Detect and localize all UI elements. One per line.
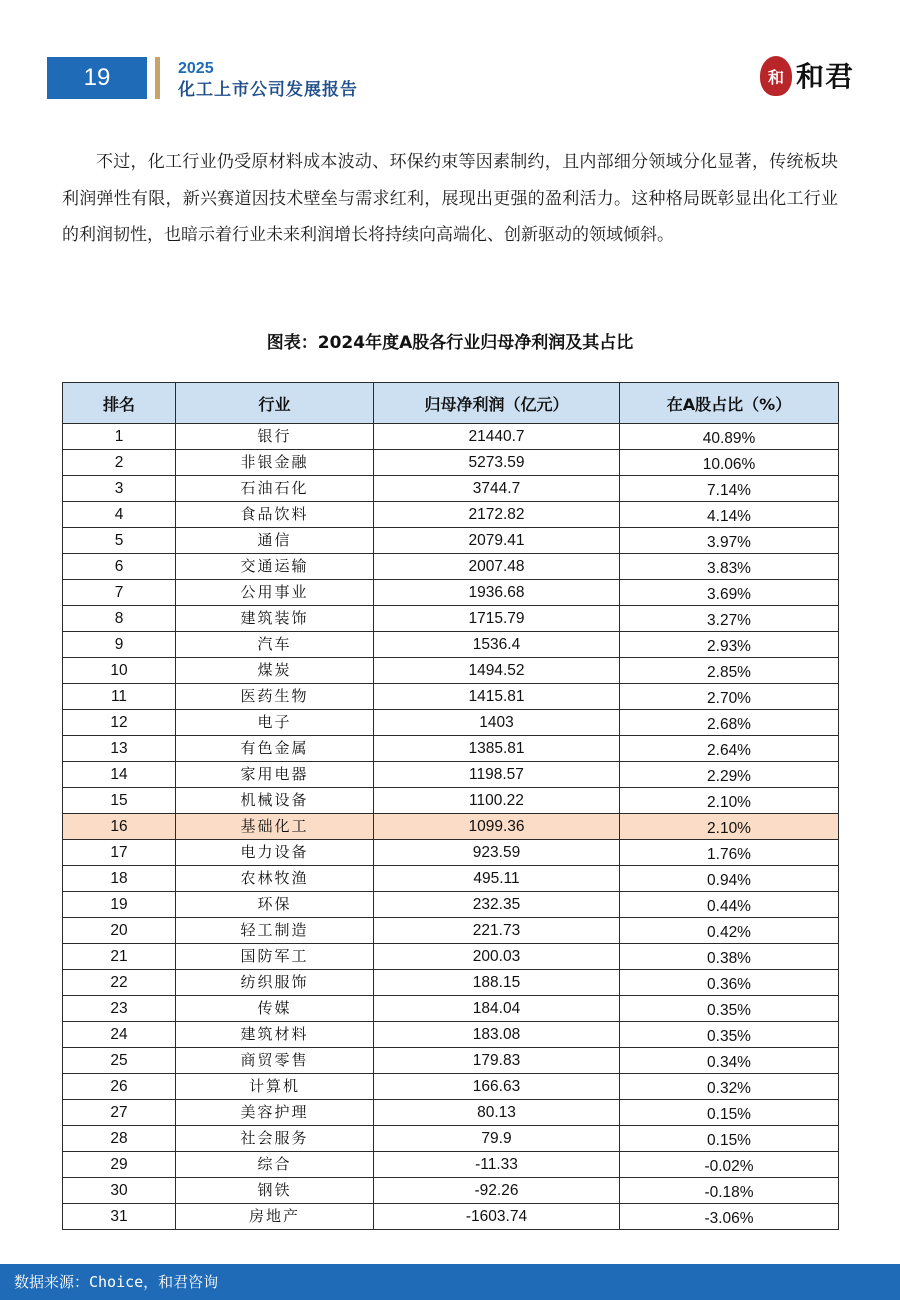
rank-cell: 3 <box>63 476 176 502</box>
data-source: 数据来源：Choice，和君咨询 <box>14 1273 219 1291</box>
table-row <box>63 450 839 476</box>
net-profit-cell: 183.08 <box>374 1022 620 1048</box>
share-cell: 4.14% <box>620 502 839 528</box>
rank-cell: 17 <box>63 840 176 866</box>
net-profit-cell: 21440.7 <box>374 424 620 450</box>
rank-cell: 12 <box>63 710 176 736</box>
net-profit-cell: 221.73 <box>374 918 620 944</box>
column-header-net-profit: 归母净利润（亿元） <box>374 383 620 424</box>
rank-cell: 24 <box>63 1022 176 1048</box>
table-row <box>63 1152 839 1178</box>
net-profit-cell: 179.83 <box>374 1048 620 1074</box>
column-header-rank: 排名 <box>63 383 176 424</box>
table-row <box>63 788 839 814</box>
body-paragraph: 不过，化工行业仍受原材料成本波动、环保约束等因素制约，且内部细分领域分化显著，传统板块利润弹性有限，新兴赛道因技术壁垒与需求红利，展现出更强的盈利活力。这种格局既彰显出化工行业的利润韧性，也暗示着行业未来利润增长将持续向高端化、创新驱动的领域倾斜。 <box>62 152 838 245</box>
net-profit-cell: 166.63 <box>374 1074 620 1100</box>
rank-cell: 29 <box>63 1152 176 1178</box>
industry-profit-table <box>62 382 839 1230</box>
share-cell: 2.64% <box>620 736 839 762</box>
column-header-industry: 行业 <box>176 383 374 424</box>
rank-cell: 6 <box>63 554 176 580</box>
table-row <box>63 736 839 762</box>
share-cell: 40.89% <box>620 424 839 450</box>
share-cell: 10.06% <box>620 450 839 476</box>
rank-cell: 16 <box>63 814 176 840</box>
table-row <box>63 424 839 450</box>
share-cell: 2.68% <box>620 710 839 736</box>
net-profit-cell: 80.13 <box>374 1100 620 1126</box>
page-number-badge <box>47 57 147 99</box>
rank-cell: 28 <box>63 1126 176 1152</box>
table-header-row <box>63 383 839 424</box>
share-cell: 0.38% <box>620 944 839 970</box>
industry-cell: 食品饮料 <box>176 502 374 528</box>
net-profit-cell: 1536.4 <box>374 632 620 658</box>
logo-seal-icon: 和 <box>760 56 792 96</box>
share-cell: 3.27% <box>620 606 839 632</box>
net-profit-cell: 1403 <box>374 710 620 736</box>
net-profit-cell: 1936.68 <box>374 580 620 606</box>
share-cell: 7.14% <box>620 476 839 502</box>
share-cell: 2.93% <box>620 632 839 658</box>
table-row <box>63 710 839 736</box>
industry-cell: 建筑装饰 <box>176 606 374 632</box>
table-row <box>63 476 839 502</box>
industry-cell: 传媒 <box>176 996 374 1022</box>
share-cell: 0.36% <box>620 970 839 996</box>
industry-cell: 石油石化 <box>176 476 374 502</box>
net-profit-cell: -1603.74 <box>374 1204 620 1230</box>
rank-cell: 21 <box>63 944 176 970</box>
share-cell: 2.29% <box>620 762 839 788</box>
net-profit-cell: 79.9 <box>374 1126 620 1152</box>
rank-cell: 8 <box>63 606 176 632</box>
industry-cell: 钢铁 <box>176 1178 374 1204</box>
net-profit-cell: 3744.7 <box>374 476 620 502</box>
rank-cell: 31 <box>63 1204 176 1230</box>
share-cell: 0.32% <box>620 1074 839 1100</box>
rank-cell: 11 <box>63 684 176 710</box>
share-cell: 0.34% <box>620 1048 839 1074</box>
industry-cell: 计算机 <box>176 1074 374 1100</box>
industry-cell: 建筑材料 <box>176 1022 374 1048</box>
rank-cell: 13 <box>63 736 176 762</box>
net-profit-cell: 1415.81 <box>374 684 620 710</box>
net-profit-cell: 188.15 <box>374 970 620 996</box>
industry-cell: 公用事业 <box>176 580 374 606</box>
rank-cell: 30 <box>63 1178 176 1204</box>
industry-cell: 医药生物 <box>176 684 374 710</box>
table-row <box>63 1074 839 1100</box>
net-profit-cell: 1385.81 <box>374 736 620 762</box>
net-profit-cell: 2079.41 <box>374 528 620 554</box>
rank-cell: 10 <box>63 658 176 684</box>
rank-cell: 20 <box>63 918 176 944</box>
net-profit-cell: 1100.22 <box>374 788 620 814</box>
table-row <box>63 554 839 580</box>
share-cell: -0.18% <box>620 1178 839 1204</box>
table-row <box>63 606 839 632</box>
net-profit-cell: -11.33 <box>374 1152 620 1178</box>
net-profit-cell: 232.35 <box>374 892 620 918</box>
net-profit-cell: 1198.57 <box>374 762 620 788</box>
table-row <box>63 632 839 658</box>
industry-cell: 电力设备 <box>176 840 374 866</box>
share-cell: 2.85% <box>620 658 839 684</box>
report-title: 化工上市公司发展报告 <box>178 80 358 100</box>
rank-cell: 26 <box>63 1074 176 1100</box>
rank-cell: 5 <box>63 528 176 554</box>
industry-cell: 银行 <box>176 424 374 450</box>
rank-cell: 18 <box>63 866 176 892</box>
share-cell: 0.15% <box>620 1126 839 1152</box>
table-row <box>63 1022 839 1048</box>
rank-cell: 25 <box>63 1048 176 1074</box>
table-row <box>63 918 839 944</box>
table-row <box>63 840 839 866</box>
share-cell: 2.70% <box>620 684 839 710</box>
share-cell: -0.02% <box>620 1152 839 1178</box>
net-profit-cell: 5273.59 <box>374 450 620 476</box>
table-row <box>63 892 839 918</box>
rank-cell: 7 <box>63 580 176 606</box>
rank-cell: 9 <box>63 632 176 658</box>
industry-cell: 轻工制造 <box>176 918 374 944</box>
rank-cell: 1 <box>63 424 176 450</box>
page-number: 19 <box>83 64 111 91</box>
net-profit-cell: 923.59 <box>374 840 620 866</box>
share-cell: 3.83% <box>620 554 839 580</box>
table-row <box>63 1048 839 1074</box>
rank-cell: 22 <box>63 970 176 996</box>
industry-cell: 环保 <box>176 892 374 918</box>
share-cell: 0.44% <box>620 892 839 918</box>
rank-cell: 23 <box>63 996 176 1022</box>
industry-cell: 非银金融 <box>176 450 374 476</box>
table-row <box>63 658 839 684</box>
share-cell: 3.69% <box>620 580 839 606</box>
share-cell: 2.10% <box>620 814 839 840</box>
report-year: 2025 <box>178 60 214 77</box>
table-row <box>63 944 839 970</box>
table-row <box>63 866 839 892</box>
industry-cell: 国防军工 <box>176 944 374 970</box>
industry-cell: 美容护理 <box>176 1100 374 1126</box>
industry-cell: 纺织服饰 <box>176 970 374 996</box>
industry-cell: 汽车 <box>176 632 374 658</box>
rank-cell: 15 <box>63 788 176 814</box>
share-cell: 0.42% <box>620 918 839 944</box>
table-row <box>63 528 839 554</box>
industry-cell: 有色金属 <box>176 736 374 762</box>
rank-cell: 19 <box>63 892 176 918</box>
industry-cell: 通信 <box>176 528 374 554</box>
column-header-share: 在A股占比（%） <box>620 383 839 424</box>
share-cell: 0.94% <box>620 866 839 892</box>
industry-cell: 机械设备 <box>176 788 374 814</box>
share-cell: 0.15% <box>620 1100 839 1126</box>
rank-cell: 2 <box>63 450 176 476</box>
industry-cell: 电子 <box>176 710 374 736</box>
industry-cell: 家用电器 <box>176 762 374 788</box>
company-logo <box>760 56 868 100</box>
table-row <box>63 970 839 996</box>
header-divider <box>155 57 160 99</box>
table-row <box>63 580 839 606</box>
share-cell: 2.10% <box>620 788 839 814</box>
net-profit-cell: 1494.52 <box>374 658 620 684</box>
net-profit-cell: 1715.79 <box>374 606 620 632</box>
net-profit-cell: 184.04 <box>374 996 620 1022</box>
logo-text: 和君 <box>796 60 855 93</box>
industry-cell: 社会服务 <box>176 1126 374 1152</box>
rank-cell: 4 <box>63 502 176 528</box>
share-cell: 0.35% <box>620 1022 839 1048</box>
footer-bar <box>0 1264 900 1300</box>
share-cell: 0.35% <box>620 996 839 1022</box>
table-row <box>63 1100 839 1126</box>
share-cell: 3.97% <box>620 528 839 554</box>
table-row <box>63 502 839 528</box>
table-row <box>63 1126 839 1152</box>
table-row <box>63 762 839 788</box>
rank-cell: 14 <box>63 762 176 788</box>
industry-cell: 商贸零售 <box>176 1048 374 1074</box>
net-profit-cell: -92.26 <box>374 1178 620 1204</box>
rank-cell: 27 <box>63 1100 176 1126</box>
industry-cell: 房地产 <box>176 1204 374 1230</box>
share-cell: 1.76% <box>620 840 839 866</box>
net-profit-cell: 2007.48 <box>374 554 620 580</box>
industry-cell: 基础化工 <box>176 814 374 840</box>
table-title: 图表：2024年度A股各行业归母净利润及其占比 <box>266 333 634 353</box>
table-row <box>63 996 839 1022</box>
industry-cell: 交通运输 <box>176 554 374 580</box>
industry-cell: 农林牧渔 <box>176 866 374 892</box>
table-row <box>63 1204 839 1230</box>
net-profit-cell: 1099.36 <box>374 814 620 840</box>
net-profit-cell: 200.03 <box>374 944 620 970</box>
table-row <box>63 1178 839 1204</box>
industry-cell: 煤炭 <box>176 658 374 684</box>
industry-cell: 综合 <box>176 1152 374 1178</box>
net-profit-cell: 495.11 <box>374 866 620 892</box>
table-row <box>63 814 839 840</box>
table-row <box>63 684 839 710</box>
share-cell: -3.06% <box>620 1204 839 1230</box>
net-profit-cell: 2172.82 <box>374 502 620 528</box>
